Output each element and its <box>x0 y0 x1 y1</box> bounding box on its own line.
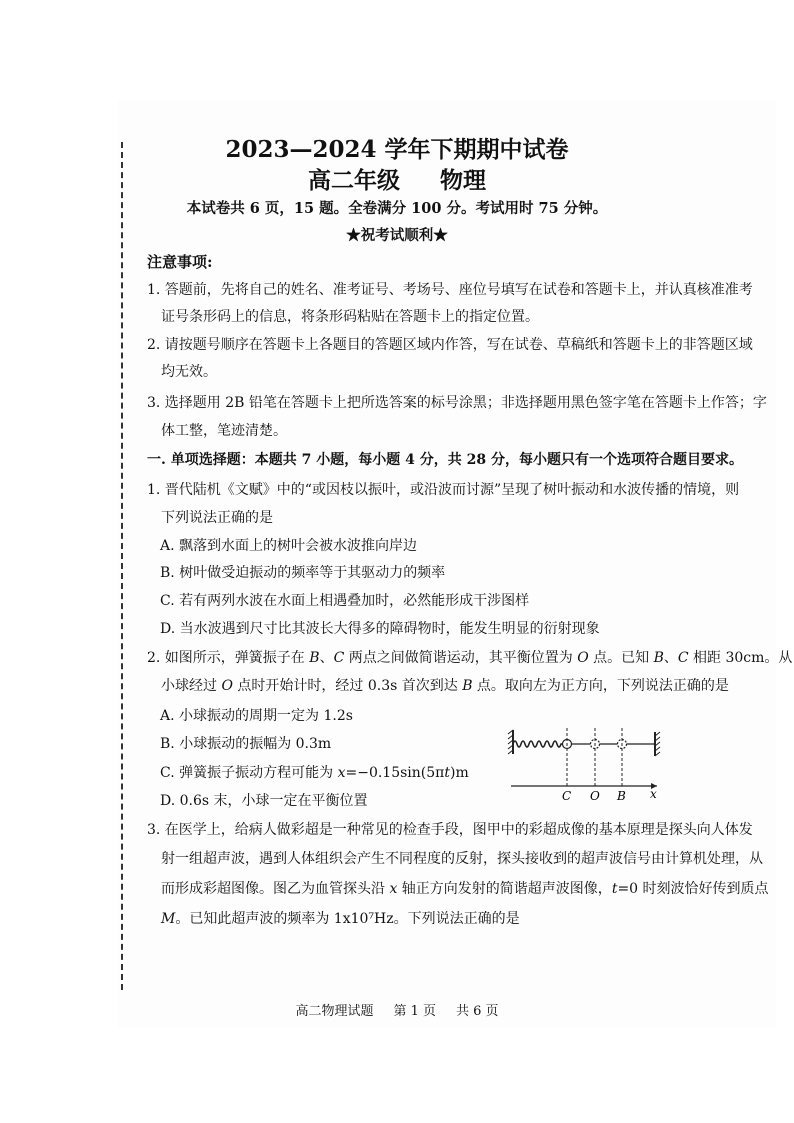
q1-option-c: C. 若有两列水波在水面上相遇叠加时，必然能形成干涉图样 <box>160 593 530 609</box>
footer-page-number: 第 1 页 <box>393 1004 436 1019</box>
notes-heading: 注意事项: <box>147 253 213 271</box>
label-c: C <box>562 789 572 803</box>
q3-stem-line-2: 射一组超声波，遇到人体组织会产生不同程度的反射，探头接收到的超声波信号由计算机处理，从 <box>161 851 763 867</box>
page-footer <box>0 1000 794 1019</box>
q1-option-d: D. 当水波遇到尺寸比其波长大得多的障碍物时，能发生明显的衍射现象 <box>160 621 600 637</box>
subject-label: 物理 <box>440 167 486 194</box>
q1-stem-line-2: 下列说法正确的是 <box>161 510 273 526</box>
grade-label: 高二年级 <box>308 167 400 194</box>
exam-subtitle <box>0 162 794 195</box>
note-1-line-2: 证号条形码上的信息，将条形码粘贴在答题卡上的指定位置。 <box>161 309 539 325</box>
note-2-line-2: 均无效。 <box>161 364 217 380</box>
q3-stem-line-1: 3. 在医学上，给病人做彩超是一种常见的检查手段，图甲中的彩超成像的基本原理是探头向人体发 <box>147 822 753 838</box>
label-b: B <box>617 789 626 803</box>
exam-info: 本试卷共 6 页，15 题。全卷满分 100 分。考试用时 75 分钟。 <box>186 200 608 217</box>
spring <box>513 741 563 747</box>
label-x: x <box>650 787 657 801</box>
q1-option-a: A. 飘落到水面上的树叶会被水波推向岸边 <box>160 538 418 554</box>
exam-title: 2023—2024 学年下期期中试卷 <box>225 136 569 163</box>
note-3-line-1: 3. 选择题用 2B 铅笔在答题卡上把所选答案的标号涂黑；非选择题用黑色签字笔在答题卡上作答；字 <box>147 395 767 411</box>
footer-paper-name: 高二物理试题 <box>295 1004 374 1019</box>
binding-line <box>121 142 123 990</box>
q1-stem-line-1: 1. 晋代陆机《文赋》中的“或因枝以振叶，或沿波而讨源”呈现了树叶振动和水波传播的情境，则 <box>147 482 740 498</box>
spring-oscillator-figure <box>505 724 665 804</box>
q2-option-b: B. 小球振动的振幅为 0.3m <box>160 736 332 752</box>
exam-wish: ★祝考试顺利★ <box>346 227 448 244</box>
note-1-line-1: 1. 答题前，先将自己的姓名、准考证号、考场号、座位号填写在试卷和答题卡上，并认真核准准考 <box>147 282 753 298</box>
q1-option-b: B. 树叶做受迫振动的频率等于其驱动力的频率 <box>160 565 446 581</box>
label-o: O <box>590 789 600 803</box>
q3-stem-line-4: M。已知此超声波的频率为 1x10⁷Hz。下列说法正确的是 <box>161 911 520 927</box>
section-1-heading: 一. 单项选择题：本题共 7 小题，每小题 4 分，共 28 分，每小题只有一个选项符合题目要求。 <box>147 452 743 468</box>
note-3-line-2: 体工整，笔迹清楚。 <box>161 423 287 439</box>
q2-option-a: A. 小球振动的周期一定为 1.2s <box>160 708 353 724</box>
q2-stem-line-1: 2. 如图所示，弹簧振子在 B、C 两点之间做简谐运动，其平衡位置为 O 点。已知 B、C 相距 30cm。从 <box>147 650 793 666</box>
q2-option-d: D. 0.6s 末，小球一定在平衡位置 <box>160 793 368 809</box>
q3-stem-line-3: 而形成彩超图像。图乙为血管探头沿 x 轴正方向发射的简谐超声波图像，t=0 时刻波恰好传到质点 <box>161 881 769 897</box>
q2-option-c: C. 弹簧振子振动方程可能为 x=−0.15sin(5πt)m <box>160 765 469 781</box>
footer-total-pages: 共 6 页 <box>456 1004 499 1019</box>
q2-stem-line-2: 小球经过 O 点时开始计时，经过 0.3s 首次到达 B 点。取向左为正方向，下列说法正确的是 <box>161 678 729 694</box>
note-2-line-1: 2. 请按题号顺序在答题卡上各题目的答题区域内作答，写在试卷、草稿纸和答题卡上的非答题区域 <box>147 337 753 353</box>
